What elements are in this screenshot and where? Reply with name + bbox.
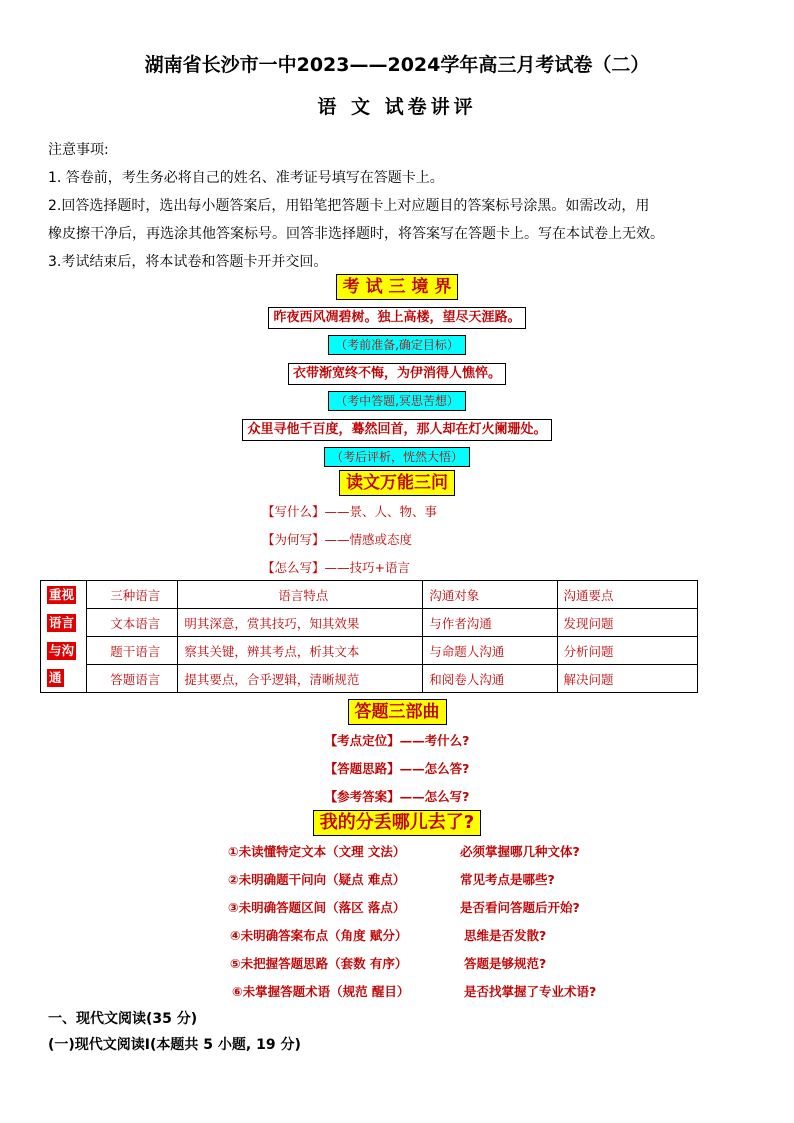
side-label: 与沟 — [49, 642, 75, 658]
table-header-cell: 三种语言 — [87, 581, 178, 609]
loss-cause: ①未读懂特定文本（文理 文法） — [228, 844, 406, 859]
step-item: 【参考答案】——怎么写? — [324, 789, 470, 804]
notes-section — [48, 136, 758, 276]
loss-question: 思维是否发散? — [464, 928, 547, 943]
table-side-cell — [41, 581, 87, 609]
realms-heading: 考 试 三 境 界 — [336, 274, 459, 300]
notes-item: 2.回答选择题时，选出每小题答案后，用铅笔把答题卡上对应题目的答案标号涂黑。如需改动，用 — [48, 198, 650, 214]
realm-poem-line: 衣带渐宽终不悔，为伊消得人憔悴。 — [288, 363, 506, 385]
notes-item: 橡皮擦干净后，再选涂其他答案标号。回答非选择题时，将答案写在答题卡上。写在本试卷上无效。 — [48, 226, 664, 242]
loss-question: 答题是够规范? — [464, 956, 547, 971]
table-cell: 提其要点，合乎逻辑，清晰规范 — [178, 665, 423, 693]
losses-heading-row — [0, 810, 794, 836]
realm-poem-line: 众里寻他千百度，蓦然回首，那人却在灯火阑珊处。 — [242, 419, 551, 441]
table-side-cell — [41, 665, 87, 693]
loss-question: 常见考点是哪些? — [460, 872, 555, 887]
step-item: 【考点定位】——考什么? — [324, 733, 470, 748]
table-header-cell: 沟通对象 — [423, 581, 557, 609]
question-item: 【怎么写】——技巧+语言 — [262, 560, 410, 575]
table-row — [41, 637, 698, 665]
loss-cause: ④未明确答案布点（角度 赋分） — [230, 928, 408, 943]
language-table — [40, 580, 698, 693]
table-header-row — [41, 581, 698, 609]
table-header-cell: 语言特点 — [178, 581, 423, 609]
side-label: 语言 — [49, 614, 75, 630]
table-cell: 答题语言 — [87, 665, 178, 693]
page-subtitle: 语 文 试卷讲评 — [317, 96, 477, 118]
table-cell: 明其深意，赏其技巧，知其效果 — [178, 609, 423, 637]
table-cell: 察其关键，辨其考点，析其文本 — [178, 637, 423, 665]
realm-line-row — [0, 362, 794, 385]
realm-line-row — [0, 390, 794, 411]
realm-line-row — [0, 306, 794, 329]
realm-poem-line: 昨夜西风凋碧树。独上高楼，望尽天涯路。 — [268, 307, 525, 329]
loss-question: 必须掌握哪几种文体? — [460, 844, 580, 859]
questions-heading-row — [0, 470, 794, 496]
table-cell: 和阅卷人沟通 — [423, 665, 557, 693]
side-label: 重视 — [49, 586, 75, 602]
question-item: 【写什么】——景、人、物、事 — [262, 504, 438, 519]
loss-question: 是否看问答题后开始? — [460, 900, 580, 915]
table-row — [41, 609, 698, 637]
realm-stage-label: （考中答题,冥思苦想） — [328, 391, 466, 411]
steps-heading: 答题三部曲 — [348, 699, 447, 725]
realm-stage-label: （考前准备,确定目标） — [328, 335, 466, 355]
table-row — [41, 665, 698, 693]
table-side-cell — [41, 609, 87, 637]
losses-heading: 我的分丢哪儿去了? — [313, 810, 481, 836]
table-cell: 文本语言 — [87, 609, 178, 637]
table-side-cell — [41, 637, 87, 665]
table-cell: 分析问题 — [557, 637, 697, 665]
table-cell: 与命题人沟通 — [423, 637, 557, 665]
notes-item: 3.考试结束后，将本试卷和答题卡开并交回。 — [48, 254, 328, 270]
page-title: 湖南省长沙市一中2023——2024学年高三月考试卷（二） — [144, 54, 650, 76]
realms-heading-row — [0, 274, 794, 300]
table-header-cell: 沟通要点 — [557, 581, 697, 609]
table-cell: 题干语言 — [87, 637, 178, 665]
step-item: 【答题思路】——怎么答? — [324, 761, 470, 776]
loss-cause: ⑤未把握答题思路（套数 有序） — [230, 956, 408, 971]
questions-heading: 读文万能三问 — [339, 470, 455, 496]
notes-heading: 注意事项: — [48, 142, 109, 158]
realm-line-row — [0, 418, 794, 441]
notes-item: 1. 答卷前，考生务必将自己的姓名、准考证号填写在答题卡上。 — [48, 170, 444, 186]
loss-question: 是否找掌握了专业术语? — [464, 984, 597, 999]
loss-cause: ②未明确题干问向（疑点 难点） — [228, 872, 406, 887]
steps-heading-row — [0, 699, 794, 725]
realm-stage-label: （考后评析，恍然大悟） — [324, 447, 470, 467]
loss-cause: ③未明确答题区间（落区 落点） — [228, 900, 406, 915]
loss-cause: ⑥未掌握答题术语（规范 醒目） — [232, 984, 410, 999]
table-cell: 发现问题 — [557, 609, 697, 637]
question-item: 【为何写】——情感或态度 — [262, 532, 413, 547]
side-label: 通 — [49, 670, 62, 686]
realm-line-row — [0, 446, 794, 467]
table-cell: 与作者沟通 — [423, 609, 557, 637]
table-cell: 解决问题 — [557, 665, 697, 693]
realm-line-row — [0, 334, 794, 355]
subsection-heading: (一)现代文阅读Ⅰ(本题共 5 小题, 19 分) — [48, 1037, 301, 1053]
section-heading: 一、现代文阅读(35 分) — [48, 1011, 198, 1027]
